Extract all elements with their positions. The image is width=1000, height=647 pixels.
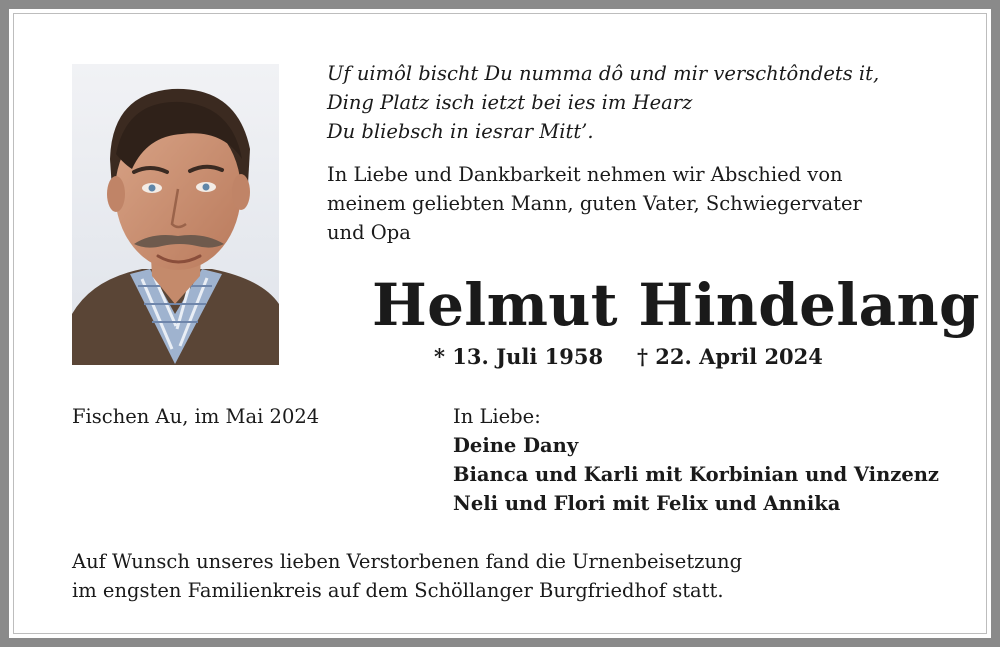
signer-line: Neli und Flori mit Felix und Annika: [453, 492, 841, 515]
signoff-label: In Liebe:: [453, 405, 541, 428]
closing-line: Auf Wunsch unseres lieben Verstorbenen fand die Urnenbeisetzung: [72, 550, 743, 573]
burial-notice: [72, 547, 742, 605]
birth-date: * 13. Juli 1958: [434, 344, 604, 369]
deceased-name: Helmut Hindelang: [372, 271, 980, 339]
signer-line: Deine Dany: [453, 434, 579, 457]
poem-line: Ding Platz isch ietzt bei ies im Hearz: [327, 91, 693, 114]
poem-verse: [327, 59, 879, 146]
death-date: † 22. April 2024: [637, 344, 823, 369]
intro-line: meinem geliebten Mann, guten Vater, Schwiegervater: [327, 192, 862, 215]
intro-line: und Opa: [327, 221, 411, 244]
signer-line: Bianca und Karli mit Korbinian und Vinzenz: [453, 463, 939, 486]
place-and-date: Fischen Au, im Mai 2024: [72, 405, 320, 428]
portrait-photo: [72, 64, 279, 365]
farewell-intro: [327, 160, 862, 247]
poem-line: Uf uimôl bischt Du numma dô und mir verschtôndets it,: [327, 62, 880, 85]
poem-line: Du bliebsch in iesrar Mitt’.: [327, 120, 594, 143]
closing-line: im engsten Familienkreis auf dem Schöllanger Burgfriedhof statt.: [72, 579, 724, 602]
intro-line: In Liebe und Dankbarkeit nehmen wir Abschied von: [327, 163, 843, 186]
